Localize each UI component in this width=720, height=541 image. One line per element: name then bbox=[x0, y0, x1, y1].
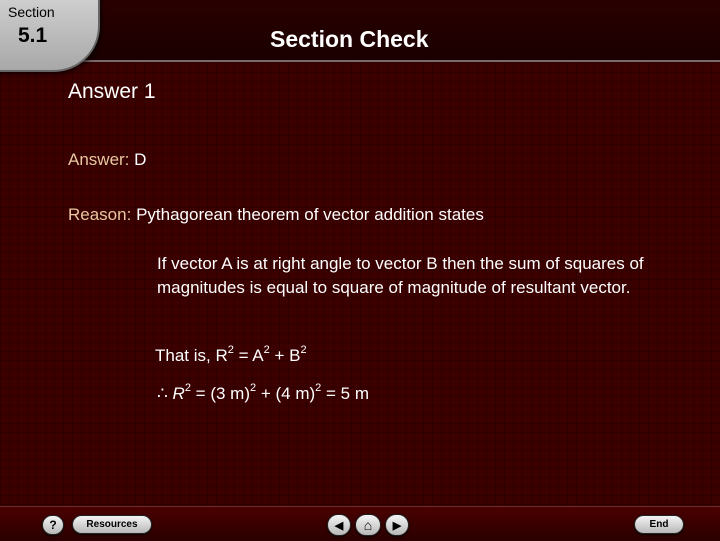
end-button[interactable] bbox=[634, 515, 684, 534]
formula2-exp1: 2 bbox=[184, 382, 191, 394]
help-icon: ? bbox=[49, 518, 57, 532]
formula1-mid1: = A bbox=[233, 346, 264, 365]
reason-text: Pythagorean theorem of vector addition states bbox=[136, 205, 484, 224]
answer-line bbox=[68, 150, 146, 170]
resources-label: Resources bbox=[86, 519, 138, 530]
formula-result bbox=[157, 384, 369, 404]
answer-heading: Answer 1 bbox=[68, 80, 156, 103]
back-arrow-icon: ◀ bbox=[334, 519, 344, 532]
formula2-end: = 5 m bbox=[321, 384, 370, 403]
formula2-exp3: 2 bbox=[315, 382, 322, 394]
section-number: 5.1 bbox=[18, 24, 48, 47]
slide-title: Section Check bbox=[270, 26, 429, 52]
resources-button[interactable] bbox=[72, 515, 152, 534]
footer-bar bbox=[0, 506, 720, 541]
formula2-exp2: 2 bbox=[250, 382, 257, 394]
reason-line bbox=[68, 205, 484, 225]
formula2-mid1: = (3 m) bbox=[190, 384, 250, 403]
reason-label: Reason: bbox=[68, 205, 132, 224]
therefore-symbol: ∴ bbox=[157, 384, 168, 403]
forward-button[interactable] bbox=[385, 514, 409, 536]
home-icon: ⌂ bbox=[363, 517, 373, 533]
section-label: Section bbox=[8, 4, 55, 20]
back-button[interactable] bbox=[327, 514, 351, 536]
formula1-mid2: + B bbox=[269, 346, 301, 365]
formula2-r: R bbox=[167, 384, 185, 403]
formula1-exp2: 2 bbox=[263, 344, 270, 356]
formula2-mid2: + (4 m) bbox=[256, 384, 316, 403]
formula1-prefix: That is, R bbox=[155, 346, 228, 365]
formula1-exp1: 2 bbox=[227, 344, 234, 356]
forward-arrow-icon: ▶ bbox=[392, 519, 402, 532]
answer-value: D bbox=[134, 150, 147, 169]
home-button[interactable] bbox=[355, 514, 381, 536]
formula-pythagorean bbox=[155, 346, 307, 366]
formula1-exp3: 2 bbox=[300, 344, 307, 356]
help-button[interactable] bbox=[42, 515, 64, 535]
answer-label: Answer: bbox=[68, 150, 130, 169]
explanation-text: If vector A is at right angle to vector B then the sum of squares of magnitudes is equal to square of magnitude of resultant vector. bbox=[157, 254, 644, 297]
end-label: End bbox=[649, 519, 669, 530]
